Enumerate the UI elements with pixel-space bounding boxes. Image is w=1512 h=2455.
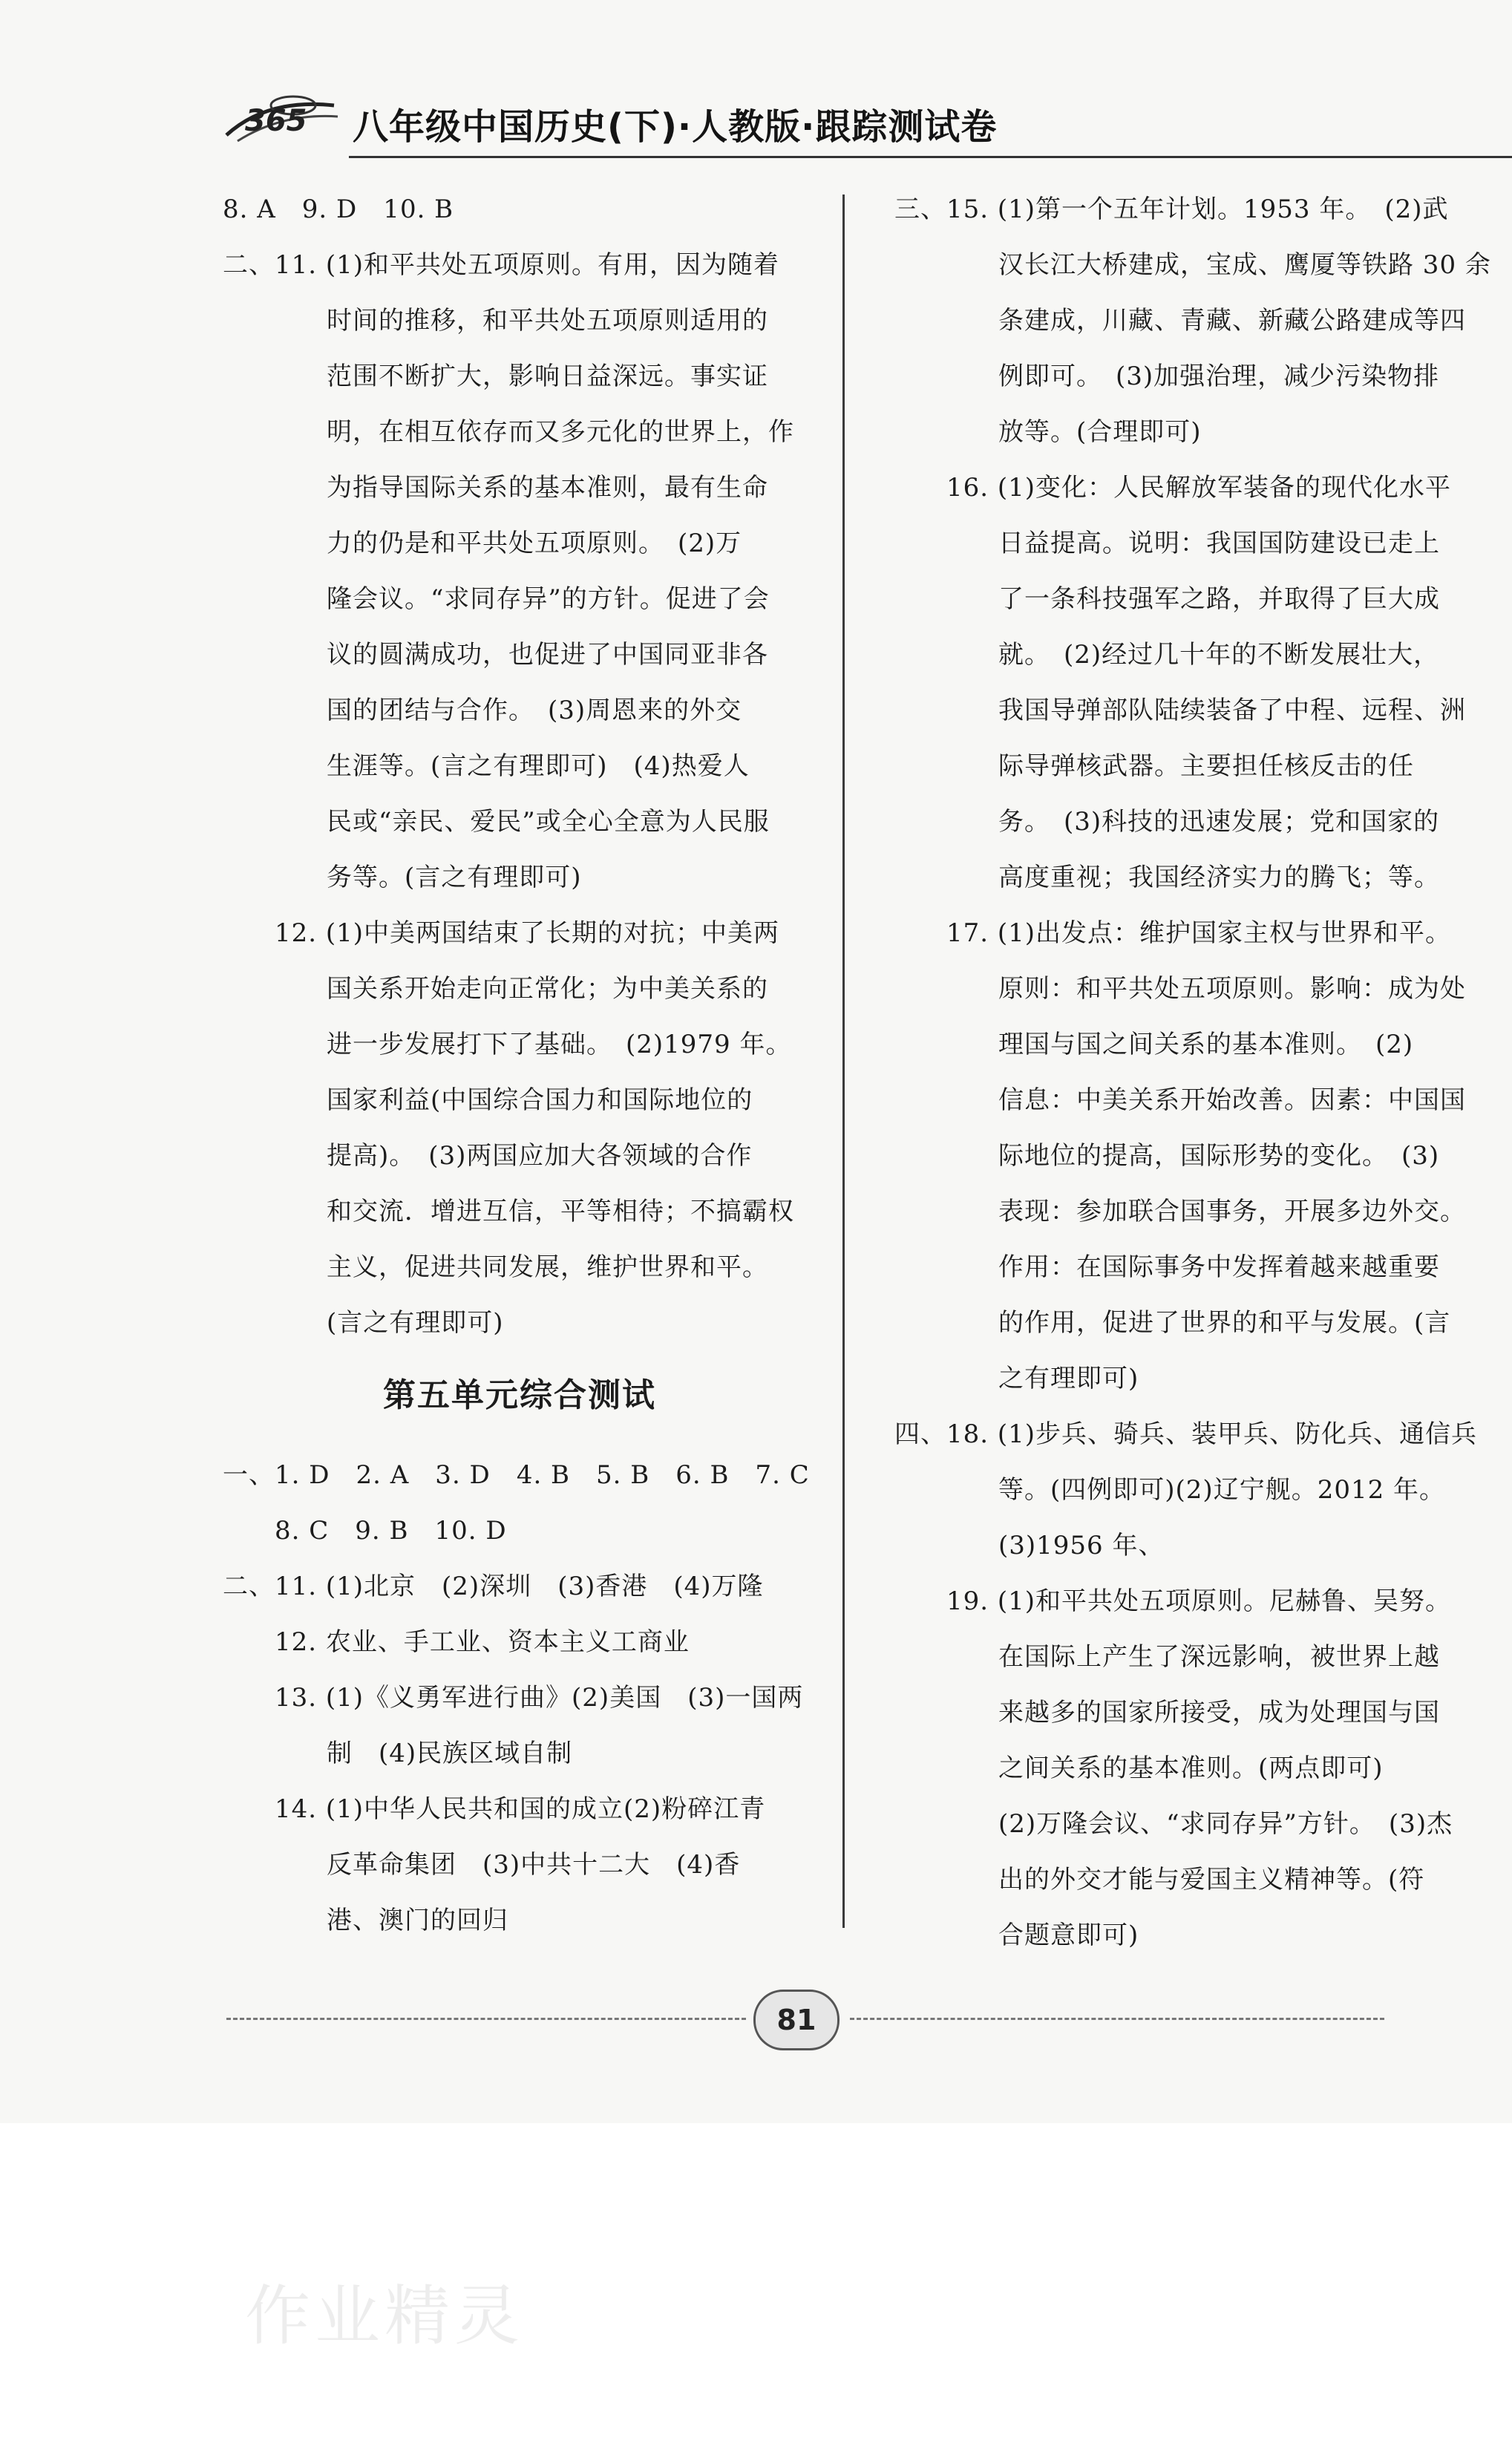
answer-line: 港、澳门的回归 bbox=[223, 1906, 508, 1935]
section-title: 第五单元综合测试 bbox=[383, 1376, 656, 1414]
answer-line: (2)万隆会议、“求同存异”方针。 (3)杰 bbox=[894, 1809, 1453, 1839]
answer-line: 民或“亲民、爱民”或全心全意为人民服 bbox=[223, 807, 770, 837]
left-answers-part1 bbox=[223, 182, 816, 1351]
answer-line: 8. A 9. D 10. B bbox=[223, 194, 454, 224]
answer-line: 12. (1)中美两国结束了长期的对抗；中美两 bbox=[223, 918, 780, 948]
answer-line: 提高)。 (3)两国应加大各领域的合作 bbox=[223, 1141, 753, 1171]
answer-line: 之间关系的基本准则。(两点即可) bbox=[894, 1753, 1384, 1783]
answer-line: 来越多的国家所接受，成为处理国与国 bbox=[894, 1698, 1440, 1727]
answer-line: (3)1956 年、 bbox=[894, 1531, 1165, 1560]
column-divider bbox=[842, 194, 845, 1928]
answer-line: 放等。(合理即可) bbox=[894, 417, 1202, 447]
answer-line: 了一条科技强军之路，并取得了巨大成 bbox=[894, 584, 1440, 614]
answer-line: (言之有理即可) bbox=[223, 1308, 504, 1338]
answer-line: 出的外交才能与爱国主义精神等。(符 bbox=[894, 1865, 1425, 1895]
answer-line: 明，在相互依存而又多元化的世界上，作 bbox=[223, 417, 794, 447]
answer-line: 际导弹核武器。主要担任核反击的任 bbox=[894, 751, 1414, 781]
answer-line: 在国际上产生了深远影响，被世界上越 bbox=[894, 1642, 1440, 1672]
answer-line: 我国导弹部队陆续装备了中程、远程、洲 bbox=[894, 696, 1466, 725]
answer-line: 19. (1)和平共处五项原则。尼赫鲁、吴努。 bbox=[894, 1586, 1452, 1616]
answer-line: 进一步发展打下了基础。 (2)1979 年。 bbox=[223, 1030, 792, 1059]
footer-rule-right bbox=[850, 2018, 1384, 2020]
answer-line: 表现：参加联合国事务，开展多边外交。 bbox=[894, 1197, 1466, 1226]
answer-line: 二、11. (1)和平共处五项原则。有用，因为随着 bbox=[223, 250, 780, 280]
logo-text: 365 bbox=[245, 104, 307, 138]
answer-line: 务等。(言之有理即可) bbox=[223, 863, 582, 892]
answer-line: 四、18. (1)步兵、骑兵、装甲兵、防化兵、通信兵 bbox=[894, 1419, 1478, 1449]
header-rule bbox=[349, 156, 1512, 158]
answer-line: 例即可。 (3)加强治理，减少污染物排 bbox=[894, 362, 1440, 391]
footer-rule-left bbox=[226, 2018, 746, 2020]
answer-line: 信息：中美关系开始改善。因素：中国国 bbox=[894, 1085, 1466, 1115]
answer-line: 等。(四例即可)(2)辽宁舰。2012 年。 bbox=[894, 1475, 1446, 1505]
answer-line: 14. (1)中华人民共和国的成立(2)粉碎江青 bbox=[223, 1794, 766, 1824]
answer-line: 国的团结与合作。 (3)周恩来的外交 bbox=[223, 696, 742, 725]
answer-line: 际地位的提高，国际形势的变化。 (3) bbox=[894, 1141, 1440, 1171]
left-answers-part2 bbox=[223, 1448, 816, 1949]
answer-line: 范围不断扩大，影响日益深远。事实证 bbox=[223, 362, 768, 391]
answer-line: 时间的推移，和平共处五项原则适用的 bbox=[223, 306, 768, 336]
answer-line: 13. (1)《义勇军进行曲》(2)美国 (3)一国两 bbox=[223, 1683, 804, 1713]
answer-line: 就。 (2)经过几十年的不断发展壮大， bbox=[894, 640, 1440, 670]
answer-line: 制 (4)民族区域自制 bbox=[223, 1739, 573, 1768]
answer-line: 合题意即可) bbox=[894, 1920, 1139, 1950]
answer-line: 日益提高。说明：我国国防建设已走上 bbox=[894, 529, 1440, 558]
answer-line: 的作用，促进了世界的和平与发展。(言 bbox=[894, 1308, 1451, 1338]
watermark: 作业精灵 bbox=[245, 2278, 525, 2354]
answer-line: 条建成，川藏、青藏、新藏公路建成等四 bbox=[894, 306, 1466, 336]
answer-line: 12. 农业、手工业、资本主义工商业 bbox=[223, 1627, 690, 1657]
answer-line: 一、1. D 2. A 3. D 4. B 5. B 6. B 7. C bbox=[223, 1460, 810, 1490]
answer-line: 反革命集团 (3)中共十二大 (4)香 bbox=[223, 1850, 741, 1880]
header-title: 八年级中国历史(下)·人教版·跟踪测试卷 bbox=[353, 106, 998, 148]
answer-line: 16. (1)变化：人民解放军装备的现代化水平 bbox=[894, 473, 1452, 503]
answer-line: 务。 (3)科技的迅速发展；党和国家的 bbox=[894, 807, 1440, 837]
answer-line: 议的圆满成功，也促进了中国同亚非各 bbox=[223, 640, 768, 670]
answer-line: 三、15. (1)第一个五年计划。1953 年。 (2)武 bbox=[894, 194, 1449, 224]
answer-line: 17. (1)出发点：维护国家主权与世界和平。 bbox=[894, 918, 1452, 948]
answer-line: 国家利益(中国综合国力和国际地位的 bbox=[223, 1085, 753, 1115]
answer-line: 理国与国之间关系的基本准则。 (2) bbox=[894, 1030, 1414, 1059]
right-column bbox=[894, 182, 1491, 1964]
answer-line: 生涯等。(言之有理即可) (4)热爱人 bbox=[223, 751, 750, 781]
answer-line: 汉长江大桥建成，宝成、鹰厦等铁路 30 余 bbox=[894, 250, 1491, 280]
left-column bbox=[223, 182, 816, 1949]
answer-line: 二、11. (1)北京 (2)深圳 (3)香港 (4)万隆 bbox=[223, 1572, 764, 1601]
answer-line: 力的仍是和平共处五项原则。 (2)万 bbox=[223, 529, 742, 558]
answer-line: 为指导国际关系的基本准则，最有生命 bbox=[223, 473, 768, 503]
answer-line: 隆会议。“求同存异”的方针。促进了会 bbox=[223, 584, 770, 614]
page-header bbox=[215, 68, 1403, 165]
answer-line: 8. C 9. B 10. D bbox=[223, 1516, 507, 1546]
answer-line: 原则：和平共处五项原则。影响：成为处 bbox=[894, 974, 1466, 1004]
answer-line: 主义，促进共同发展，维护世界和平。 bbox=[223, 1252, 768, 1282]
answer-line: 国关系开始走向正常化；为中美关系的 bbox=[223, 974, 768, 1004]
answer-line: 高度重视；我国经济实力的腾飞；等。 bbox=[894, 863, 1440, 892]
page-number: 81 bbox=[753, 1990, 840, 2050]
answer-line: 之有理即可) bbox=[894, 1364, 1139, 1393]
page-bottom-margin bbox=[0, 2123, 1512, 2455]
answer-line: 作用：在国际事务中发挥着越来越重要 bbox=[894, 1252, 1440, 1282]
answer-line: 和交流．增进互信，平等相待；不搞霸权 bbox=[223, 1197, 794, 1226]
